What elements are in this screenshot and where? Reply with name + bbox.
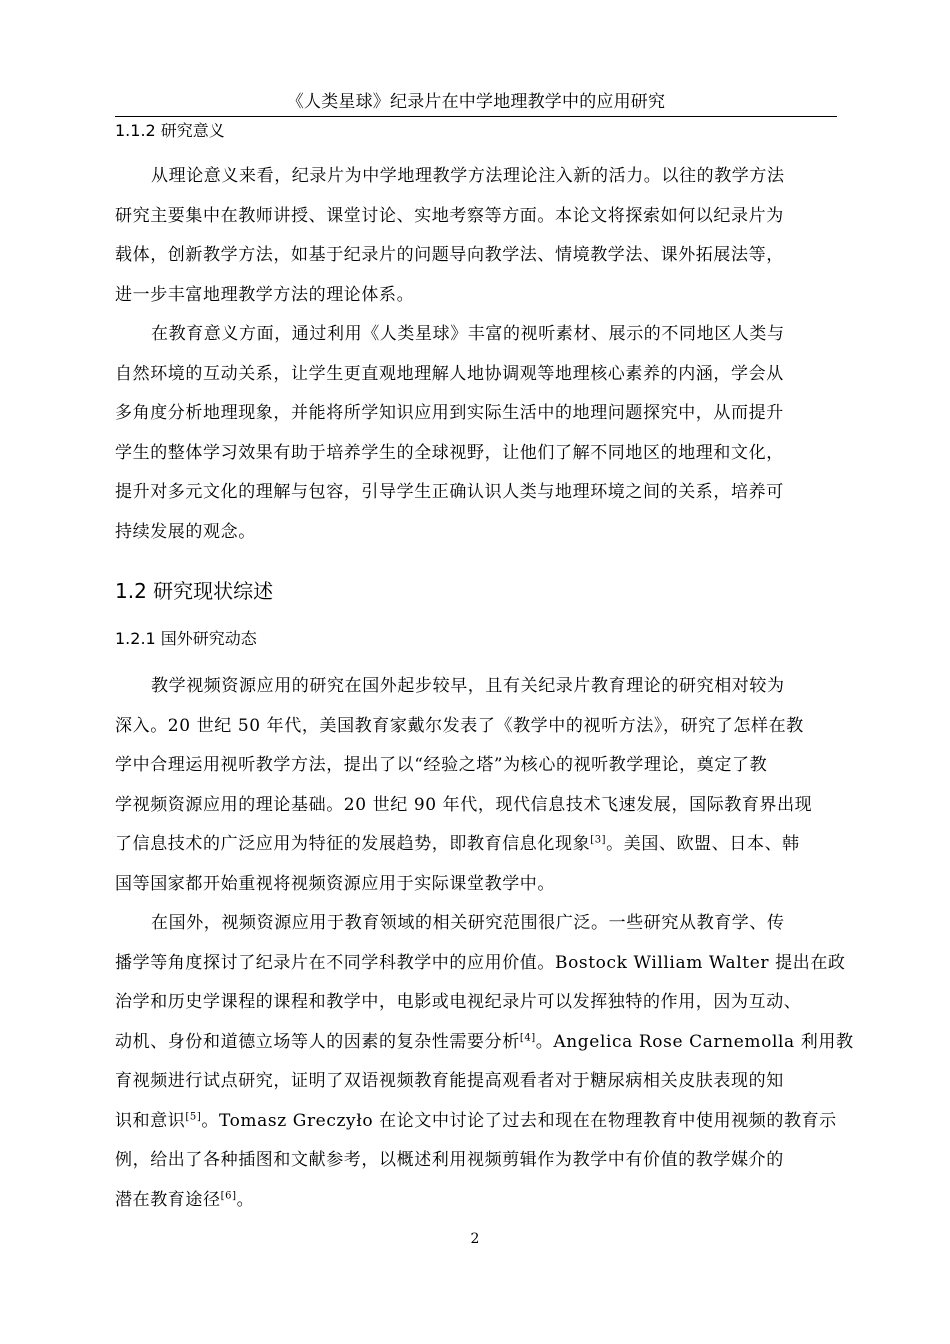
heading-1-1-2: 1.1.2 研究意义 [115, 121, 225, 140]
text-line: 持续发展的观念。 [115, 521, 256, 542]
page-number: 2 [470, 1231, 480, 1247]
text-line: 进一步丰富地理教学方法的理论体系。 [115, 284, 415, 305]
text-line: 学视频资源应用的理论基础。20 世纪 90 年代，现代信息技术飞速发展，国际教育界出现 [115, 794, 813, 815]
paragraph-foreign-research-1 [115, 667, 837, 904]
heading-1-2-1: 1.2.1 国外研究动态 [115, 629, 257, 648]
text-line: 自然环境的互动关系，让学生更直观地理解人地协调观等地理核心素养的内涵，学会从 [115, 363, 784, 384]
text-line: 育视频进行试点研究，证明了双语视频教育能提高观看者对于糖尿病相关皮肤表现的知 [115, 1071, 784, 1091]
text-line: 治学和历史学课程的课程和教学中，电影或电视纪录片可以发挥独特的作用，因为互动、 [115, 992, 802, 1012]
text-line: 深入。20 世纪 50 年代，美国教育家戴尔发表了《教学中的视听方法》，研究了怎样在教 [115, 715, 804, 736]
text-line [115, 1023, 854, 1063]
heading-1-2: 1.2 研究现状综述 [115, 579, 274, 603]
text-segment: 。Angelica Rose Carnemolla 利用教 [535, 1031, 854, 1052]
paragraph-educational-significance [115, 315, 837, 552]
text-line: 在教育意义方面，通过利用《人类星球》丰富的视听素材、展示的不同地区人类与 [151, 324, 785, 344]
text-segment: 。美国、欧盟、日本、韩 [606, 834, 800, 854]
paragraph-foreign-research-2 [115, 904, 854, 1220]
text-line: 学生的整体学习效果有助于培养学生的全球视野，让他们了解不同地区的地理和文化， [115, 442, 784, 463]
text-line: 播学等角度探讨了纪录片在不同学科教学中的应用价值。Bostock William Walter 提出在政 [115, 952, 846, 973]
text-segment: 识和意识 [115, 1110, 186, 1131]
citation-4: [4] [519, 1031, 536, 1043]
text-segment: 。 [236, 1189, 255, 1210]
text-line: 多角度分析地理现象，并能将所学知识应用到实际生活中的地理问题探究中，从而提升 [115, 403, 784, 423]
running-header: 《人类星球》纪录片在中学地理教学中的应用研究 [115, 90, 837, 117]
text-line: 从理论意义来看，纪录片为中学地理教学方法理论注入新的活力。以往的教学方法 [151, 166, 785, 186]
text-line: 研究主要集中在教师讲授、课堂讨论、实地考察等方面。本论文将探索如何以纪录片为 [115, 205, 784, 226]
text-line: 学中合理运用视听教学方法，提出了以“经验之塔”为核心的视听教学理论，奠定了教 [115, 755, 768, 775]
text-line: 提升对多元文化的理解与包容，引导学生正确认识人类与地理环境之间的关系，培养可 [115, 482, 784, 502]
paragraph-theoretical-significance [115, 157, 837, 315]
text-line [115, 1181, 837, 1221]
text-segment: 。Tomasz Greczyło 在论文中讨论了过去和现在在物理教育中使用视频的教育示 [201, 1110, 837, 1131]
text-line: 教学视频资源应用的研究在国外起步较早，且有关纪录片教育理论的研究相对较为 [151, 676, 785, 696]
citation-6: [6] [220, 1189, 237, 1201]
text-line: 载体，创新教学方法，如基于纪录片的问题导向教学法、情境教学法、课外拓展法等， [115, 245, 784, 265]
citation-3: [3] [590, 834, 607, 846]
text-line: 例，给出了各种插图和文献参考，以概述利用视频剪辑作为教学中有价值的教学媒介的 [115, 1150, 784, 1170]
text-line: 在国外，视频资源应用于教育领域的相关研究范围很广泛。一些研究从教育学、传 [151, 913, 785, 933]
text-segment: 动机、身份和道德立场等人的因素的复杂性需要分析 [115, 1031, 520, 1052]
text-line: 国等国家都开始重视将视频资源应用于实际课堂教学中。 [115, 873, 555, 894]
text-line [115, 825, 837, 865]
text-line [115, 1102, 837, 1142]
text-segment: 潜在教育途径 [115, 1189, 221, 1210]
text-segment: 了信息技术的广泛应用为特征的发展趋势，即教育信息化现象 [115, 834, 591, 854]
citation-5: [5] [185, 1110, 202, 1122]
